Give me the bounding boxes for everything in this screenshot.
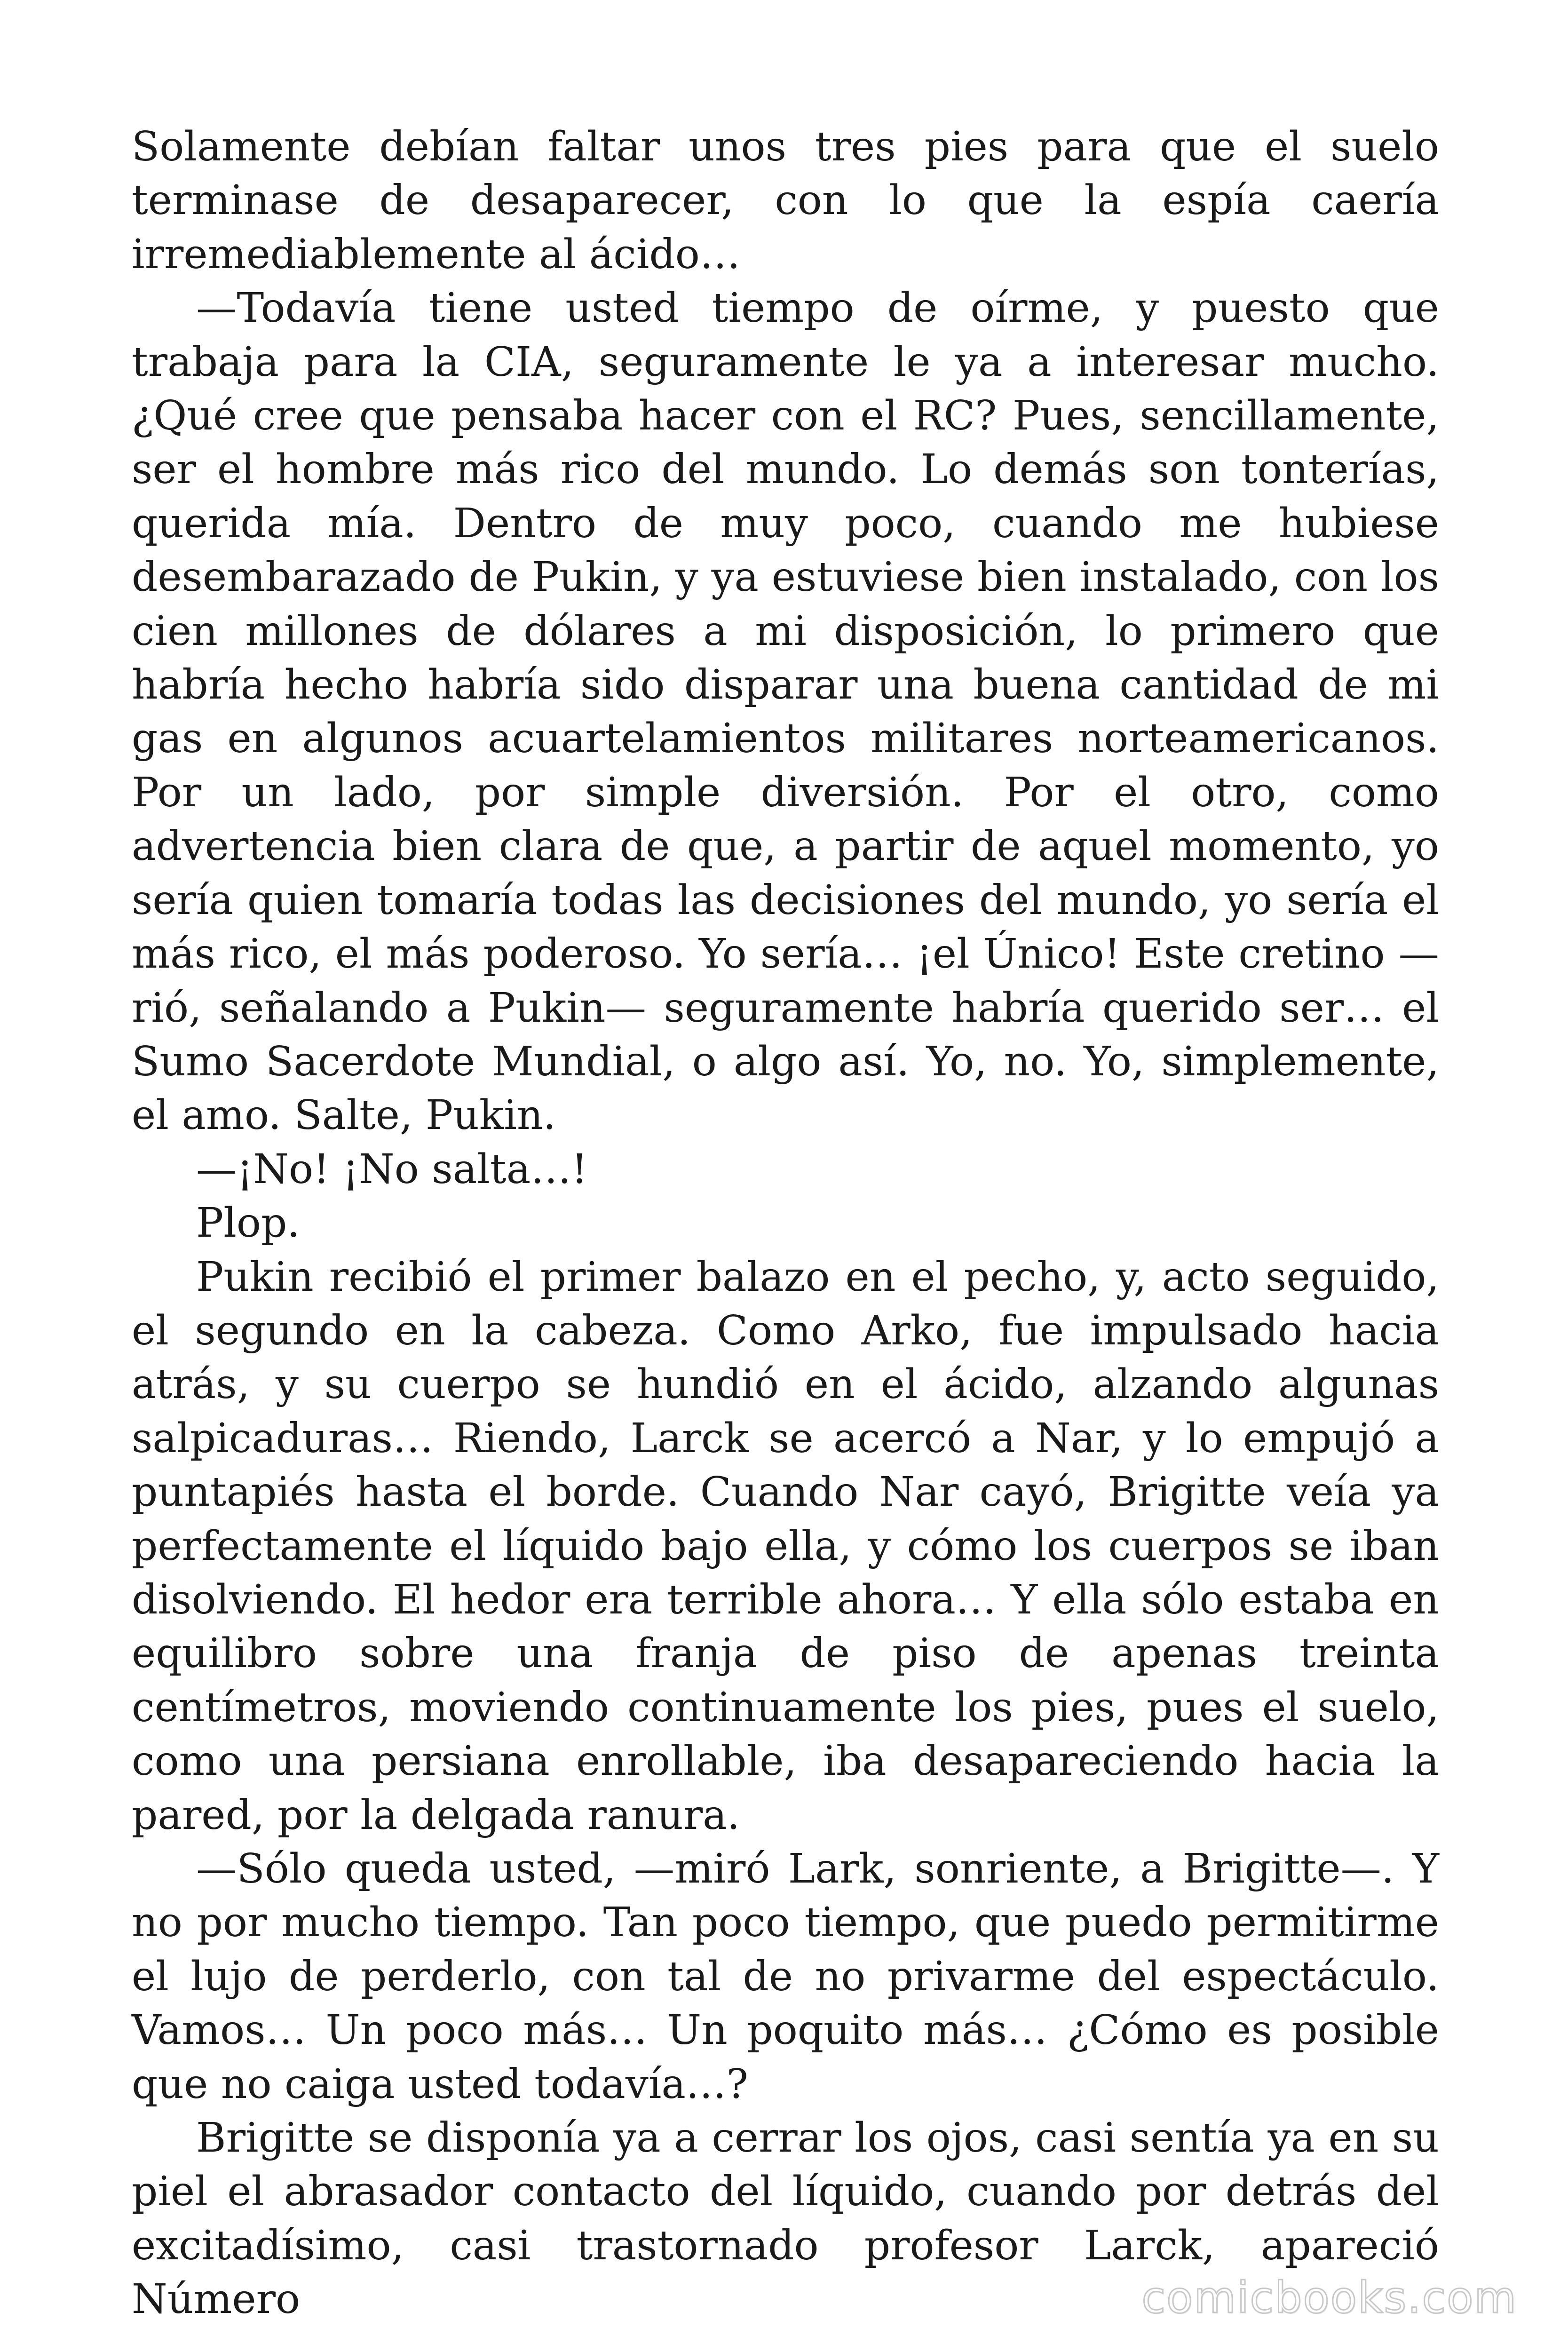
paragraph-6: —Sólo queda usted, —miró Lark, sonriente, a Brigitte—. Y no por mucho tiempo. Tan poco tiempo, que puedo permitirme el lujo de perderlo, con tal de no privarme del espectáculo. Vamos… Un poco más… Un poquito más… ¿Cómo es posible que no caiga usted todavía…? [132, 1845, 1439, 2108]
paragraph-3: —¡No! ¡No salta…! [196, 1145, 588, 1193]
paragraph-1: Solamente debían faltar unos tres pies para que el suelo terminase de desaparecer, con lo que la espía caería irremediablemente al ácido… [132, 123, 1439, 278]
paragraph-2: —Todavía tiene usted tiempo de oírme, y puesto que trabaja para la CIA, seguramente le ya a interesar mucho. ¿Qué cree que pensaba hacer con el RC? Pues, sencillamente, ser el hombre más rico del mundo. Lo demás son tonterías, querida mía. Dentro de muy poco, cuando me hubiese desembarazado de Pukin, y ya estuviese bien instalado, con los cien millones de dólares a mi disposición, lo primero que habría hecho habría sido disparar una buena cantidad de mi gas en algunos acuartelamientos militares norteamericanos. Por un lado, por simple diversión. Por el otro, como advertencia bien clara de que, a partir de aquel momento, yo sería quien tomaría todas las decisiones del mundo, yo sería el más rico, el más poderoso. Yo sería… ¡el Único! Este cretino —rió, señalando a Pukin— seguramente habría querido ser… el Sumo Sacerdote Mundial, o algo así. Yo, no. Yo, simplemente, el amo. Salte, Pukin. [132, 285, 1439, 1139]
paragraph-4: Plop. [196, 1200, 300, 1247]
watermark: comicbooks.com [1141, 2273, 1517, 2323]
book-page-text [132, 120, 1439, 2327]
paragraph-5: Pukin recibió el primer balazo en el pecho, y, acto seguido, el segundo en la cabeza. Como Arko, fue impulsado hacia atrás, y su cuerpo se hundió en el ácido, alzando algunas salpicaduras… Riendo, Larck se acercó a Nar, y lo empujó a puntapiés hasta el borde. Cuando Nar cayó, Brigitte veía ya perfectamente el líquido bajo ella, y cómo los cuerpos se iban disolviendo. El hedor era terrible ahora… Y ella sólo estaba en equilibro sobre una franja de piso de apenas treinta centímetros, moviendo continuamente los pies, pues el suelo, como una persiana enrollable, iba desapareciendo hacia la pared, por la delgada ranura. [132, 1253, 1439, 1839]
paragraph-7: Brigitte se disponía ya a cerrar los ojos, casi sentía ya en su piel el abrasador contacto del líquido, cuando por detrás del excitadísimo, casi trastornado profesor Larck, apareció Número [132, 2114, 1439, 2323]
